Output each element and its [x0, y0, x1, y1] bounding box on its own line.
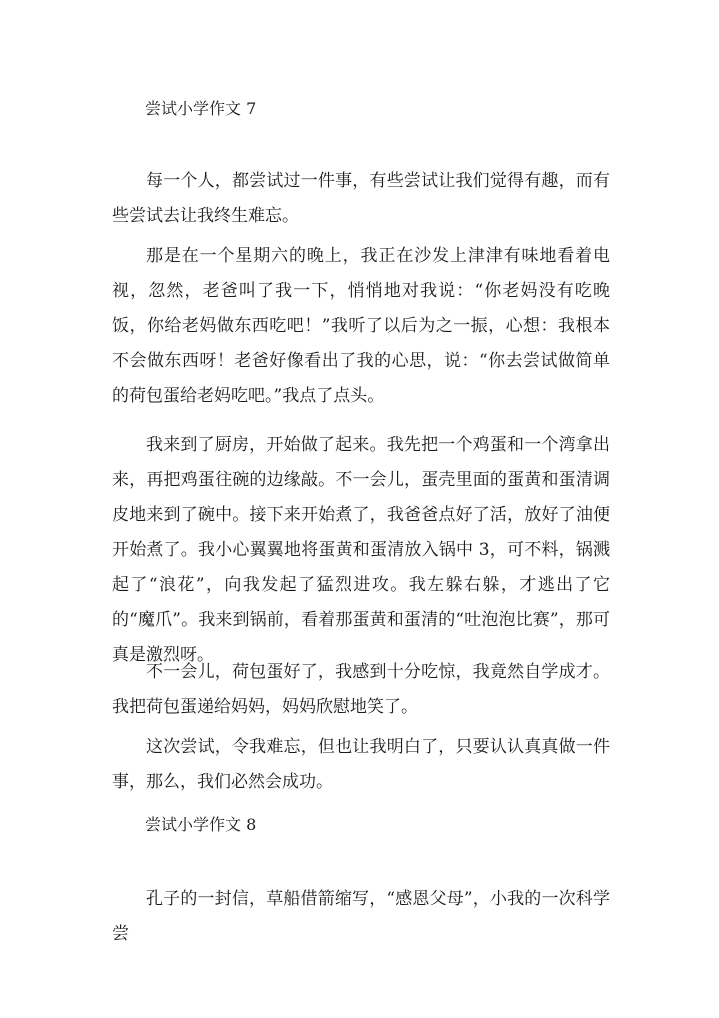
essay-title-7: 尝试小学作文 7 [145, 99, 257, 118]
paragraph-4: 不一会儿，荷包蛋好了，我感到十分吃惊，我竟然自学成才。我把荷包蛋递给妈妈，妈妈欣慰地笑了。 [112, 662, 610, 717]
paragraph-3: 我来到了厨房，开始做了起来。我先把一个鸡蛋和一个湾拿出来，再把鸡蛋往碗的边缘敲。不一会儿，蛋壳里面的蛋黄和蛋清调皮地来到了碗中。接下来开始煮了，我爸爸点好了活，放好了油便开始煮了。我小心翼翼地将蛋黄和蛋清放入锅中 3，可不料，锅溅起了“浪花”，向我发起了猛烈进攻。我左躲右躲，才逃出了它的“魔爪”。我来到锅前，看着那蛋黄和蛋清的“吐泡泡比赛”，那可真是激烈呀。 [112, 435, 610, 665]
paragraph-5: 这次尝试，令我难忘，但也让我明白了，只要认认真真做一件事，那么，我们必然会成功。 [112, 737, 610, 792]
essay-title-8: 尝试小学作文 8 [145, 815, 257, 834]
paragraph-6: 孔子的一封信，草船借箭缩写，“感恩父母”，小我的一次科学尝 [112, 889, 610, 944]
paragraph-1: 每一个人，都尝试过一件事，有些尝试让我们觉得有趣，而有些尝试去让我终生难忘。 [112, 171, 610, 226]
paragraph-2: 那是在一个星期六的晚上，我正在沙发上津津有味地看着电视，忽然，老爸叫了我一下，悄悄地对我说：“你老妈没有吃晚饭，你给老妈做东西吃吧！”我听了以后为之一振，心想：我根本不会做东西呀！老爸好像看出了我的心思，说：“你去尝试做简单的荷包蛋给老妈吃吧。”我点了点头。 [112, 246, 610, 406]
